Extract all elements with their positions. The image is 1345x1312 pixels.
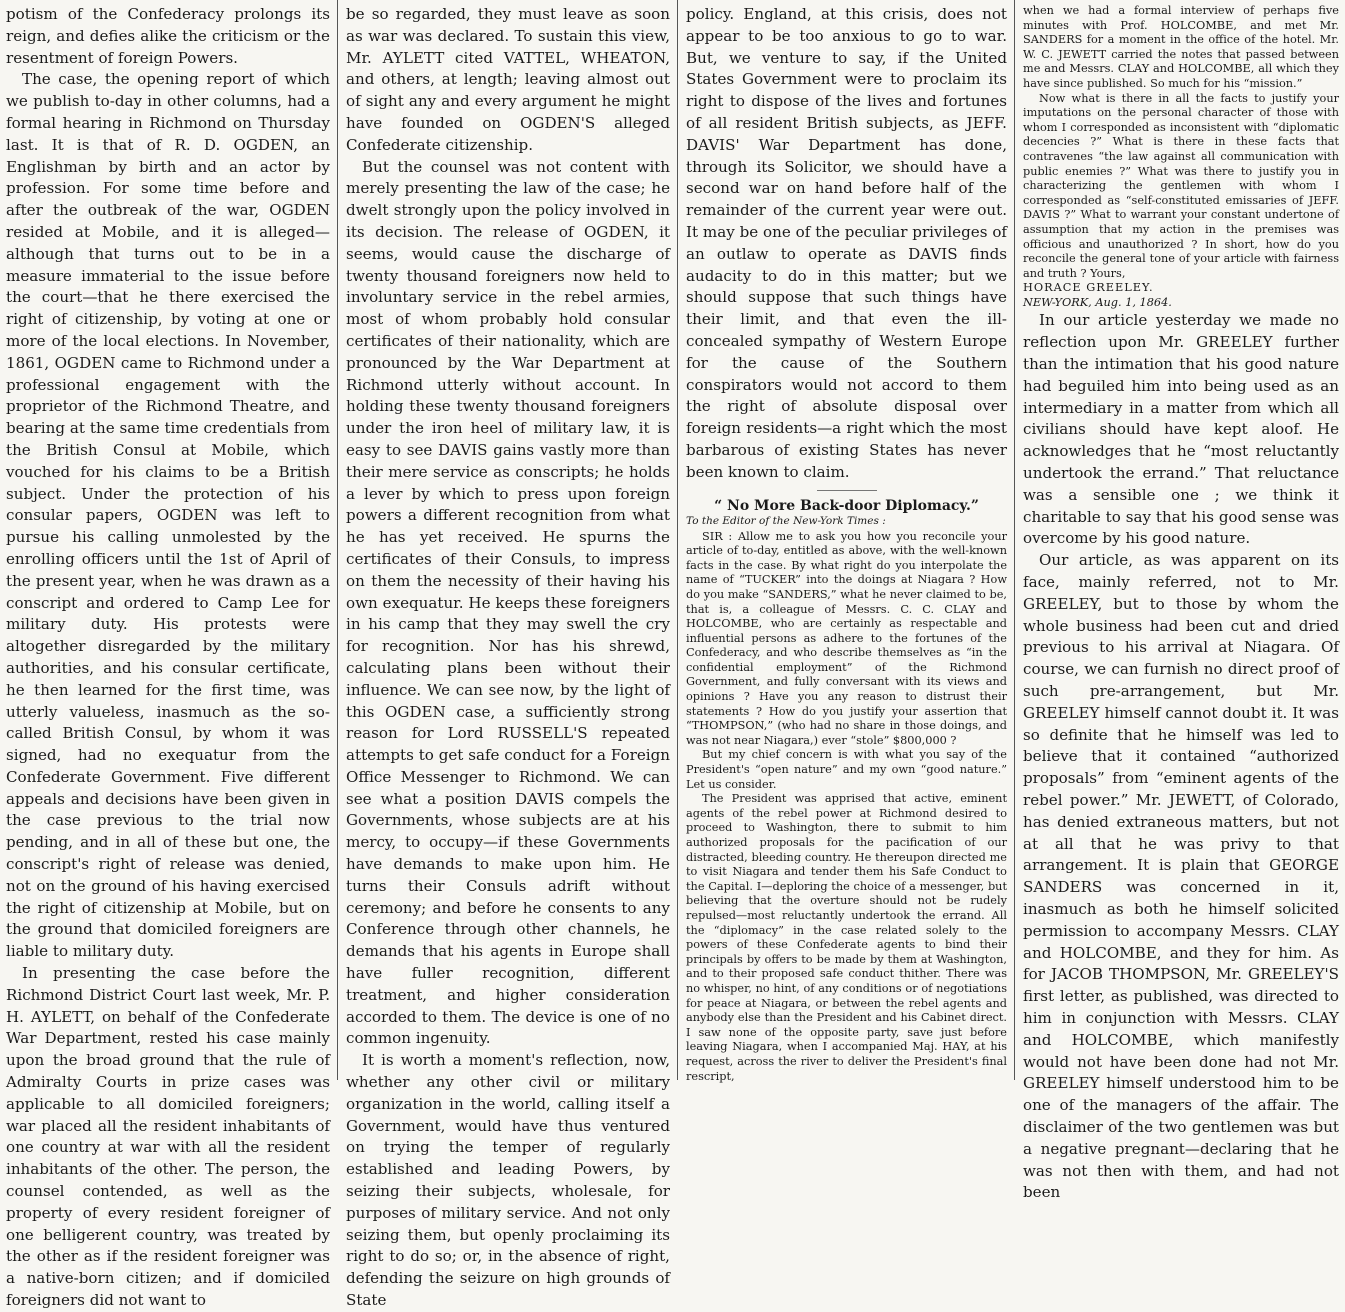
letter-paragraph: SIR : Allow me to ask you how you reconcile your article of to-day, entitled as above, with the well-known facts in the case. By what right do you interpolate the name of “TUCKER” into the doings at Niagara ? How do you make “SANDERS,” what he never claimed to be, that is, a colleague of Messrs. C. C. CLAY and HOLCOMBE, who are certainly as respectable and influential persons as adhere to the fortunes of the Confederacy, and who describe themselves as “in the confidential employment” of the Richmond Government, and fully conversant with its views and opinions ? Have you any reason to distrust their statements ? How do you justify your assertion that “THOMPSON,” (who had no share in those doings, and was not near Niagara,) ever “stole” $800,000 ? xyxy=(686,529,1007,747)
column-rule xyxy=(1014,0,1015,1080)
paragraph: potism of the Confederacy prolongs its reign, and defies alike the criticism or the resentment of foreign Powers. xyxy=(6,5,330,67)
letter-paragraph: The President was apprised that active, eminent agents of the rebel power at Richmond desired to proceed to Washington, there to submit to him authorized proposals for the pacification of our distracted, bleeding country. He thereupon directed me to visit Niagara and tender them his Safe Conduct to the Capital. I—deploring the choice of a messenger, but believing that the overture should not be rudely repulsed—most reluctantly undertook the errand. All the “diplomacy” in the case related solely to the powers of these Confederate agents to bind their principals by offers to be made by them at Washington, and to their proposed safe conduct thither. There was no whisper, no hint, of any conditions or of negotiations for peace at Niagara, or between the rebel agents and anybody else than the President and his Cabinet direct. I saw none of the opposite party, save just before leaving Niagara, when I accompanied Maj. HAY, at his request, across the river to deliver the President's final rescript, xyxy=(686,792,1007,1083)
dateline: NEW-YORK, Aug. 1, 1864. xyxy=(1023,295,1172,309)
column-rule xyxy=(677,0,678,1080)
paragraph: policy. England, at this crisis, does not appear to be too anxious to go to war. But, we venture to say, if the United States Government were to proclaim its right to dispose of the lives and fortunes of all resident British subjects, as JEFF. DAVIS' War Department has done, through its Solicitor, we should have a second war on hand before half of the remainder of the current year were out. It may be one of the peculiar privileges of an outlaw to operate as DAVIS finds audacity to do in this matter; but we should suppose that such things have their limit, and that even the ill-concealed sympathy of Western Europe for the cause of the Southern conspirators would not accord to them the right of absolute disposal over foreign residents—a right which the most barbarous of existing States has never been known to claim. xyxy=(686,5,1007,481)
paragraph: Our article, as was apparent on its face, mainly referred, not to Mr. GREELEY, but to those by whom the whole business had been cut and dried previous to his arrival at Niagara. Of course, we can furnish no direct proof of such pre-arrangement, but Mr. GREELEY himself cannot doubt it. It was so definite that he himself was led to believe that it contained “authorized proposals” from “eminent agents of the rebel power.” Mr. JEWETT, of Colorado, has denied extraneous matters, but not at all that he was privy to that arrangement. It is plain that GEORGE SANDERS was concerned in it, inasmuch as both he himself solicited permission to accompany Messrs. CLAY and HOLCOMBE, and they for him. As for JACOB THOMPSON, Mr. GREELEY'S first letter, as published, was directed to him in conjunction with Messrs. CLAY and HOLCOMBE, which manifestly would not have been done had not Mr. GREELEY himself understood him to be one of the managers of the affair. The disclaimer of the two gentlemen was but a negative pregnant—declaring that he was not then with them, and had not been xyxy=(1023,551,1339,1202)
letter-paragraph: when we had a formal interview of perhaps five minutes with Prof. HOLCOMBE, and met Mr. SANDERS for a moment in the office of the hotel. Mr. W. C. JEWETT carried the notes that passed between me and Messrs. CLAY and HOLCOMBE, all which they have since published. So much for his “mission.” xyxy=(1023,4,1339,90)
paragraph: be so regarded, they must leave as soon as war was declared. To sustain this view, Mr. AYLETT cited VATTEL, WHEATON, and others, at length; leaving almost out of sight any and every argument he might have founded on OGDEN'S alleged Confederate citizenship. xyxy=(346,5,670,154)
divider xyxy=(817,490,877,491)
signature: HORACE GREELEY. xyxy=(1023,281,1154,295)
letter-paragraph: Now what is there in all the facts to justify your imputations on the personal character of those with whom I corresponded as inconsistent with “diplomatic decencies ?” What is there in these facts that contravenes “the law against all communication with public enemies ?” What was there to justify you in characterizing the gentlemen with whom I corresponded as “self-constituted emissaries of JEFF. DAVIS ?” What to warrant your constant undertone of assumption that my action in the premises was officious and unauthorized ? In short, how do you reconcile the general tone of your article with fairness and truth ? Yours, xyxy=(1023,91,1339,280)
column-3 xyxy=(680,0,1013,1083)
paragraph: In presenting the case before the Richmond District Court last week, Mr. P. H. AYLETT, on behalf of the Confederate War Department, rested his case mainly upon the broad ground that the rule of Admiralty Courts in prize cases was applicable to all domiciled foreigners; war placed all the resident inhabitants of one country at war with all the resident inhabitants of the other. The person, the counsel contended, as well as the property of every resident foreigner of one belligerent country, was treated by the other as if the resident foreigner was a native-born citizen; and if domiciled foreigners did not want to xyxy=(6,964,330,1310)
letter-subhead: To the Editor of the New-York Times : xyxy=(686,514,886,527)
column-rule xyxy=(337,0,338,1080)
paragraph: The case, the opening report of which we publish to-day in other columns, had a formal hearing in Richmond on Thursday last. It is that of R. D. OGDEN, an Englishman by birth and an actor by profession. For some time before and after the outbreak of the war, OGDEN resided at Mobile, and it is alleged—although that turns out to be in a measure immaterial to the issue before the court—that he there exercised the right of citizenship, by voting at one or more of the local elections. In November, 1861, OGDEN came to Richmond under a professional engagement with the proprietor of the Richmond Theatre, and bearing at the same time credentials from the British Consul at Mobile, which vouched for his claims to be a British subject. Under the protection of his consular papers, OGDEN was left to pursue his calling unmolested by the enrolling officers until the 1st of April of the present year, when he was drawn as a conscript and ordered to Camp Lee for military duty. His protests were altogether disregarded by the military authorities, and his consular certificate, he then learned for the first time, was utterly valueless, inasmuch as the so-called British Consul, by whom it was signed, had no exequatur from the Confederate Government. Five different appeals and decisions have been given in the case previous to the trial now pending, and in all of these but one, the conscript's right of release was denied, not on the ground of his having exercised the right of citizenship at Mobile, but on the ground that domiciled foreigners are liable to military duty. xyxy=(6,70,330,961)
letter-paragraph: But my chief concern is with what you say of the President's “open nature” and my own “good nature.” Let us consider. xyxy=(686,748,1007,791)
column-4 xyxy=(1017,0,1345,1202)
letter-headline: “ No More Back-door Diplomacy.” xyxy=(714,497,979,514)
column-1 xyxy=(0,0,336,1310)
paragraph: In our article yesterday we made no reflection upon Mr. GREELEY further than the intimation that his good nature had beguiled him into being used as an intermediary in a matter from which all civilians should have kept aloof. He acknowledges that he “most reluctantly undertook the errand.” That reluctance was a sensible one ; we think it charitable to say that his good sense was overcome by his good nature. xyxy=(1023,311,1339,548)
column-2 xyxy=(340,0,676,1310)
paragraph: But the counsel was not content with merely presenting the law of the case; he dwelt strongly upon the policy involved in its decision. The release of OGDEN, it seems, would cause the discharge of twenty thousand foreigners now held to involuntary service in the rebel armies, most of whom probably hold consular certificates of their nationality, which are pronounced by the War Department at Richmond utterly without account. In holding these twenty thousand foreigners under the iron heel of military law, it is easy to see DAVIS gains vastly more than their mere service as conscripts; he holds a lever by which to press upon foreign powers a different recognition from what he has yet received. He spurns the certificates of their Consuls, to impress on them the necessity of their having his own exequatur. He keeps these foreigners in his camp that they may swell the cry for recognition. Nor has his shrewd, calculating plans been without their influence. We can see now, by the light of this OGDEN case, a sufficiently strong reason for Lord RUSSELL'S repeated attempts to get safe conduct for a Foreign Office Messenger to Richmond. We can see what a position DAVIS compels the Governments, whose subjects are at his mercy, to occupy—if these Governments have demands to make upon him. He turns their Consuls adrift without ceremony; and before he consents to any Conference through other channels, he demands that his agents in Europe shall have fuller recognition, different treatment, and higher consideration accorded to them. The device is one of no common ingenuity. xyxy=(346,157,670,1048)
paragraph: It is worth a moment's reflection, now, whether any other civil or military organization in the world, calling itself a Government, would have thus ventured on trying the temper of regularly established and leading Powers, by seizing their subjects, wholesale, for purposes of military service. And not only seizing them, but openly proclaiming its right to do so; or, in the absence of right, defending the seizure on high grounds of State xyxy=(346,1051,670,1310)
